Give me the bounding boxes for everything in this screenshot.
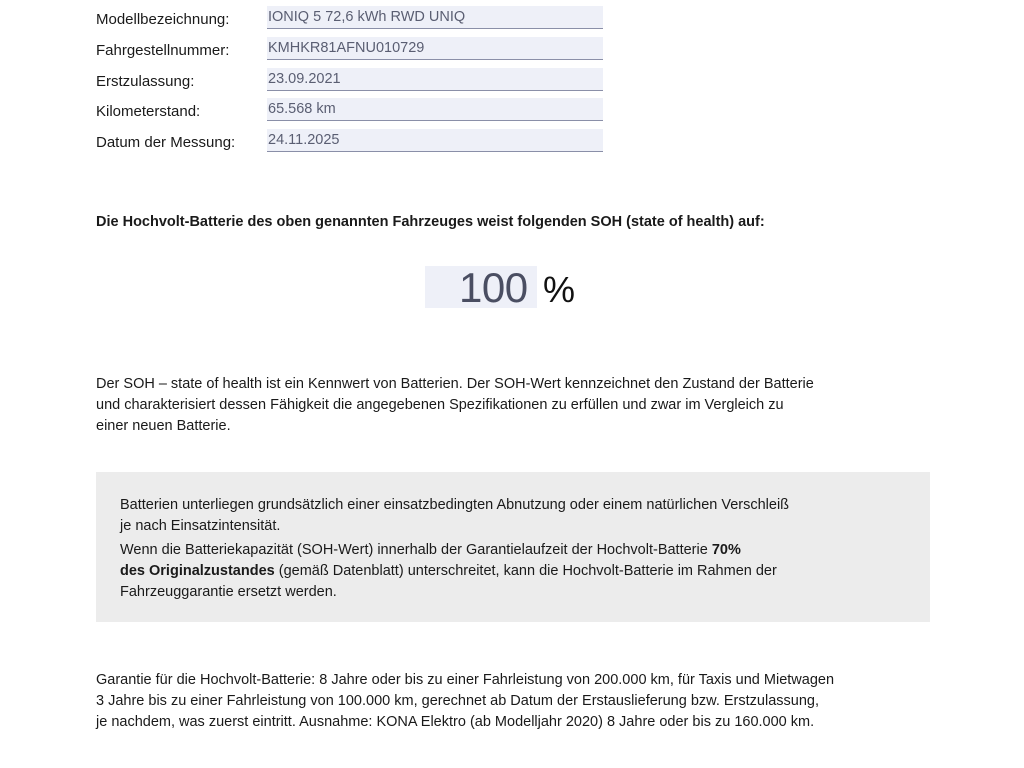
measurement-date-label: Datum der Messung: (96, 134, 236, 151)
notice-text-segment: Wenn die Batteriekapazität (SOH-Wert) innerhalb der Garantielaufzeit der Hochvolt-Batterie (120, 542, 712, 558)
vin-label: Fahrgestellnummer: (96, 42, 230, 59)
model-field[interactable] (267, 6, 603, 29)
notice-line: Fahrzeuggarantie ersetzt werden. (120, 584, 337, 600)
soh-value: 100 (459, 264, 528, 311)
model-value: IONIQ 5 72,6 kWh RWD UNIQ (268, 9, 466, 25)
warranty-line: je nachdem, was zuerst eintritt. Ausnahme: KONA Elektro (ab Modelljahr 2020) 8 Jahre oder bis zu 160.000 km. (96, 714, 815, 730)
notice-line: Batterien unterliegen grundsätzlich einer einsatzbedingten Abnutzung oder einem natürlichen Verschleiß (120, 497, 790, 513)
mileage-row (96, 98, 616, 122)
first-registration-row (96, 68, 616, 92)
soh-explanation (96, 374, 936, 437)
notice-line: je nach Einsatzintensität. (120, 518, 281, 534)
warranty-paragraph (96, 670, 936, 733)
explanation-line: einer neuen Batterie. (96, 418, 231, 434)
notice-bold-threshold: 70% (711, 542, 741, 558)
first-registration-value: 23.09.2021 (268, 71, 341, 87)
explanation-line: Der SOH – state of health ist ein Kennwert von Batterien. Der SOH-Wert kennzeichnet den Zustand der Batterie (96, 376, 814, 392)
notice-paragraph-1 (120, 495, 906, 537)
first-registration-field[interactable] (267, 68, 603, 91)
soh-unit: % (543, 269, 576, 310)
mileage-field[interactable] (267, 98, 603, 121)
soh-statement: Die Hochvolt-Batterie des oben genannten Fahrzeuges weist folgenden SOH (state of health) auf: (96, 214, 765, 230)
notice-line (120, 540, 906, 561)
warranty-line: Garantie für die Hochvolt-Batterie: 8 Jahre oder bis zu einer Fahrleistung von 200.000 km, für Taxis und Mietwagen (96, 672, 835, 688)
mileage-label: Kilometerstand: (96, 103, 201, 120)
measurement-date-field[interactable] (267, 129, 603, 152)
model-row (96, 6, 616, 30)
warranty-line: 3 Jahre bis zu einer Fahrleistung von 100.000 km, gerechnet ab Datum der Erstauslieferung bzw. Erstzulassung, (96, 693, 819, 709)
first-registration-label: Erstzulassung: (96, 73, 195, 90)
vin-value: KMHKR81AFNU010729 (268, 40, 425, 56)
notice-text-segment: (gemäß Datenblatt) unterschreitet, kann die Hochvolt-Batterie im Rahmen der (274, 563, 777, 579)
notice-bold-original-state: des Originalzustandes (120, 563, 275, 579)
measurement-date-row (96, 129, 616, 153)
notice-paragraph-2 (120, 540, 906, 603)
vin-field[interactable] (267, 37, 603, 60)
mileage-value: 65.568 km (268, 101, 336, 117)
model-label: Modellbezeichnung: (96, 11, 230, 28)
vin-row (96, 37, 616, 61)
explanation-line: und charakterisiert dessen Fähigkeit die angegebenen Spezifikationen zu erfüllen und zwar im Vergleich zu (96, 397, 784, 413)
notice-line (120, 561, 906, 582)
measurement-date-value: 24.11.2025 (268, 132, 340, 148)
